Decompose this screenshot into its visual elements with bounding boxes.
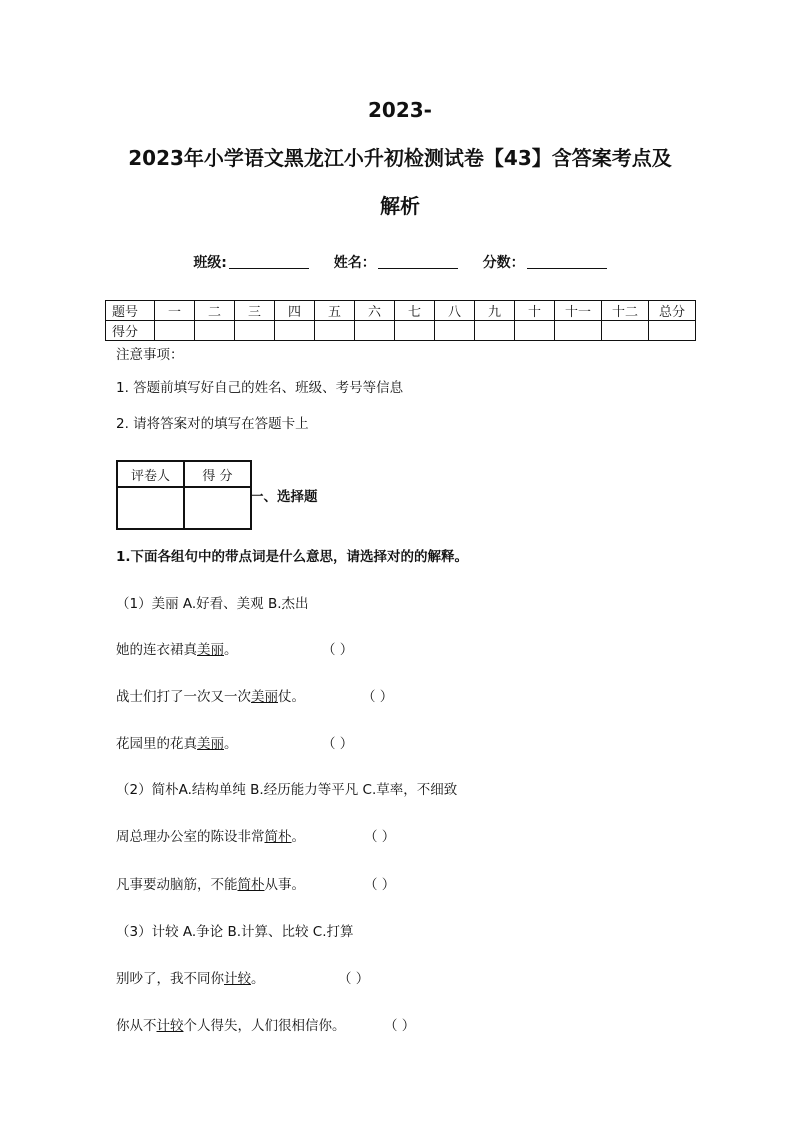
score-header-cell: 十: [515, 301, 555, 321]
sentence-text: 从事。: [264, 877, 305, 893]
sentence: [116, 825, 305, 845]
dotted-word: 简朴: [264, 829, 292, 845]
answer-paren: （ ）: [322, 642, 354, 658]
score-cell: [155, 321, 195, 341]
score-header-cell: 四: [275, 301, 315, 321]
score-header-cell: 二: [195, 301, 235, 321]
sentence-text: 。: [224, 736, 238, 752]
question-stem: [116, 545, 468, 565]
score-cell: [649, 321, 696, 341]
score-cell: [315, 321, 355, 341]
notes-heading: 注意事项：: [116, 347, 184, 363]
sentence-text: 凡事要动脑筋，不能: [116, 877, 238, 893]
score-table: [105, 300, 696, 341]
sentence-text: 花园里的花真: [116, 736, 197, 752]
sentence-text: 个人得失，人们很相信你。: [183, 1018, 346, 1034]
grader-cell: [117, 487, 184, 529]
class-field: [193, 252, 309, 272]
sentence-text: 。: [224, 642, 238, 658]
sentence-text: 。: [291, 829, 305, 845]
name-blank: [378, 254, 458, 269]
score-header-cell: 五: [315, 301, 355, 321]
grader-cell: [184, 487, 251, 529]
score-header-cell: 总分: [649, 301, 696, 321]
student-info-row: [0, 252, 800, 272]
dotted-word: 美丽: [197, 736, 224, 752]
sentence-text: 。: [251, 971, 265, 987]
sentence-text: 她的连衣裙真: [116, 642, 197, 658]
doc-title-line2: 2023年小学语文黑龙江小升初检测试卷【43】含答案考点及: [128, 146, 672, 170]
dotted-word: 计较: [156, 1018, 184, 1034]
score-header-cell: 六: [355, 301, 395, 321]
dotted-word: 简朴: [237, 877, 265, 893]
score-cell: [435, 321, 475, 341]
question-stem-text: 1.下面各组句中的带点词是什么意思，请选择对的的解释。: [116, 549, 469, 565]
score-field: [483, 252, 607, 272]
score-table-header-row: [106, 301, 696, 321]
score-cell: [395, 321, 435, 341]
sentence: [116, 1014, 346, 1034]
answer-paren: （ ）: [322, 736, 354, 752]
name-label: 姓名：: [333, 255, 376, 271]
score-header-cell: 一: [155, 301, 195, 321]
score-cell: [275, 321, 315, 341]
doc-title-line3: 解析: [380, 194, 420, 218]
section-heading: 一、选择题: [250, 489, 318, 505]
dotted-word: 美丽: [251, 689, 278, 705]
sentence: [116, 685, 305, 705]
score-cell: [475, 321, 515, 341]
doc-title-line1: 2023-: [368, 98, 432, 122]
dotted-word: 美丽: [197, 642, 224, 658]
score-cell: [235, 321, 275, 341]
group2-heading: （2）简朴A.结构单纯 B.经历能力等平凡 C.草率，不细致: [116, 782, 458, 798]
group3-heading: （3）计较 A.争论 B.计算、比较 C.打算: [116, 924, 354, 940]
group1-heading: （1）美丽 A.好看、美观 B.杰出: [116, 596, 309, 612]
answer-paren: （ ）: [338, 971, 370, 987]
score-header-cell: 三: [235, 301, 275, 321]
answer-paren: （ ）: [364, 877, 396, 893]
score-header-cell: 八: [435, 301, 475, 321]
score-cell: [515, 321, 555, 341]
answer-paren: （ ）: [364, 829, 396, 845]
sentence: [116, 638, 238, 658]
score-header-cell: 十二: [602, 301, 649, 321]
grader-table: [116, 460, 252, 530]
score-cell: [355, 321, 395, 341]
score-cell: [602, 321, 649, 341]
sentence: [116, 873, 305, 893]
answer-paren: （ ）: [362, 689, 394, 705]
answer-paren: （ ）: [384, 1018, 416, 1034]
sentence-text: 别吵了，我不同你: [116, 971, 224, 987]
score-header-cell: 题号: [106, 301, 155, 321]
notes-item-1: 1. 答题前填写好自己的姓名、班级、考号等信息: [116, 380, 404, 396]
score-header-cell: 十一: [555, 301, 602, 321]
sentence: [116, 732, 238, 752]
score-header-cell: 九: [475, 301, 515, 321]
dotted-word: 计较: [224, 971, 251, 987]
notes-item-2: 2. 请将答案对的填写在答题卡上: [116, 416, 309, 432]
score-row-label: 得分: [106, 321, 155, 341]
score-blank: [527, 254, 607, 269]
name-field: [334, 252, 458, 272]
sentence-text: 你从不: [116, 1018, 157, 1034]
score-cell: [555, 321, 602, 341]
score-header-cell: 七: [395, 301, 435, 321]
score-label: 分数：: [482, 255, 525, 271]
grader-header: 得 分: [184, 461, 251, 487]
score-cell: [195, 321, 235, 341]
sentence-text: 周总理办公室的陈设非常: [116, 829, 265, 845]
class-label: 班级:: [193, 255, 227, 271]
class-blank: [229, 254, 309, 269]
score-table-score-row: [106, 321, 696, 341]
sentence-text: 战士们打了一次又一次: [116, 689, 251, 705]
sentence: [116, 967, 265, 987]
sentence-text: 仗。: [278, 689, 305, 705]
grader-header: 评卷人: [117, 461, 184, 487]
